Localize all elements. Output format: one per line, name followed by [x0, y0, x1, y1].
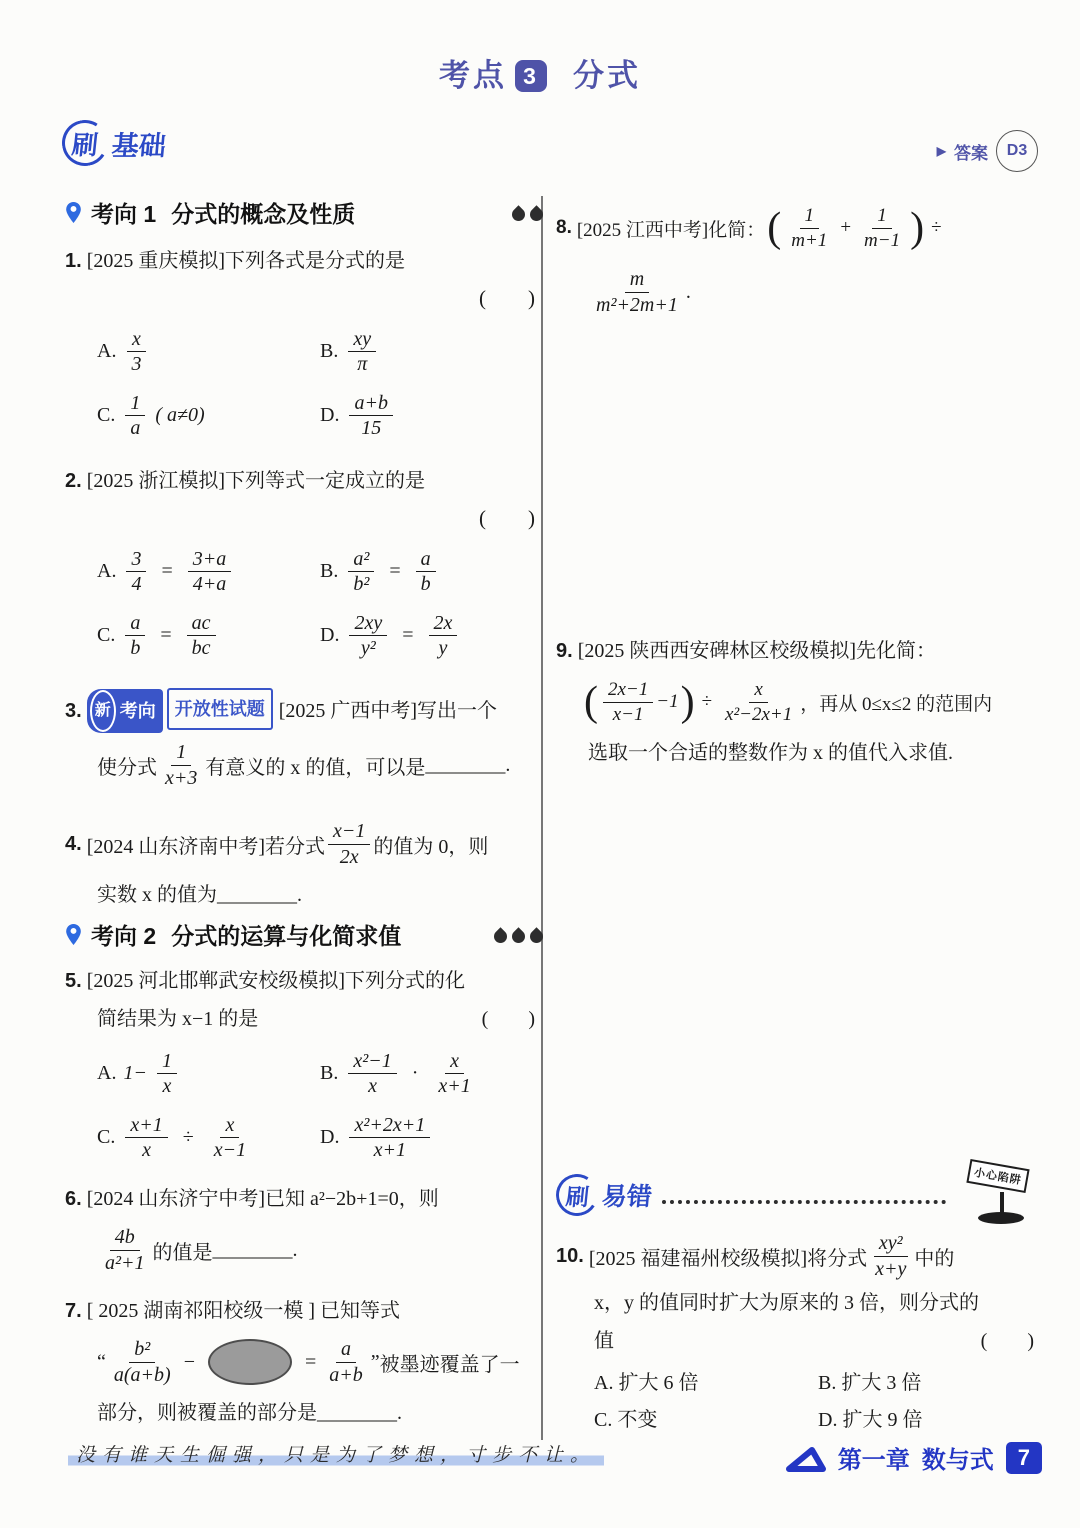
problem-number: 1.	[65, 250, 82, 272]
problem-number: 7.	[65, 1300, 82, 1322]
fraction: $\frac{\text{a²}}{\text{b²}}$	[348, 548, 374, 596]
option-d: D. $\frac{2xy}{\text{y²}}$ = $\frac{2x}{y}$	[320, 612, 543, 660]
fraction: $\frac{x}{x+1}$	[438, 1050, 471, 1098]
fraction: $\frac{\text{xy²}}{x+y}$	[875, 1232, 907, 1280]
answer-parentheses: ( )	[980, 1330, 1034, 1352]
location-pin-icon	[65, 923, 82, 946]
problem-text: [2025 浙江模拟]下列等式一定成立的是	[86, 470, 426, 492]
brush-yicuo-header	[556, 1158, 1042, 1232]
ink-blot	[208, 1339, 292, 1385]
option-c: C. $\frac{a}{b}$ = $\frac{ac}{bc}$	[97, 612, 320, 660]
fraction: $\frac{\text{x²−1}}{x}$	[348, 1050, 396, 1098]
option-a: A. 扩大 6 倍	[594, 1372, 699, 1394]
problem-text: [2024 山东济宁中考]已知 a²−2b+1=0，则	[86, 1188, 439, 1210]
option-a: A. $\frac{x}{3}$	[97, 328, 320, 376]
problem-8: 8. [2025 江西中考]化简： ( $\frac{1}{m+1}$ + $\frac{1}{m-1}$ ) ÷ $\frac{m}{\text{m²+2m+1}}$ .	[556, 205, 942, 316]
brush-basics-label: 基础	[110, 130, 168, 161]
problem-2	[65, 462, 543, 660]
answer-parentheses: ( )	[479, 286, 535, 310]
problem-number: 4.	[65, 832, 82, 855]
option-b: B. $\frac{\text{x²−1}}{x}$ · $\frac{x}{x+1}$	[320, 1050, 543, 1098]
option-b: B. $\frac{\text{a²}}{\text{b²}}$ = $\frac{a}{b}$	[320, 548, 543, 596]
fraction: $\frac{m}{\text{m²+2m+1}}$	[596, 268, 678, 316]
answer-blank: ________.	[217, 884, 302, 906]
chapter-label: 第一章	[837, 1447, 910, 1474]
open-question-badge: 开放性试题	[167, 688, 273, 730]
fraction: $\frac{1}{x+3}$	[165, 741, 198, 789]
difficulty-flames	[512, 205, 543, 221]
problem-number: 2.	[65, 470, 82, 492]
fraction: $\frac{3+a}{4+a}$	[188, 548, 232, 596]
fraction: $\frac{1}{a}$	[125, 392, 145, 440]
kaoxiang2-title: 分式的运算与化简求值	[171, 923, 402, 949]
option-c: C. $\frac{1}{a}$ ( a≠0)	[97, 391, 205, 440]
flame-icon	[509, 205, 527, 223]
problem-number: 5.	[65, 970, 82, 992]
flame-icon	[527, 205, 545, 223]
option-d: D. $\frac{\text{x²+2x+1}}{x+1}$	[320, 1114, 543, 1162]
motivational-quote: 没有谁天生倔强，只是为了梦想，寸步不让。	[68, 1440, 604, 1467]
fraction: $\frac{1}{m-1}$	[864, 205, 901, 251]
problem-number: 3.	[65, 700, 82, 722]
problem-text: [2025 江西中考]化简：	[576, 219, 766, 241]
fraction: $\frac{x+1}{x}$	[125, 1114, 167, 1162]
title-number-badge: 3	[515, 60, 547, 92]
problem-5: 5. [2025 河北邯郸武安校级模拟]下列分式的化 简结果为 x−1 的是 ( ) A. 1− $\frac{1}{x}$ B. $\frac{\text{x²−1}}{x}$ · $\frac{x}{x+1}$ C. $\frac{x+1}{x}$ ÷ $\frac{x}{x-1}$ D. $\frac{\text{x²+2x+1}}{x+1}$	[65, 962, 543, 1162]
option-c: C. $\frac{x+1}{x}$ ÷ $\frac{x}{x-1}$	[97, 1114, 320, 1162]
problem-text: [2025 陕西西安碑林区校级模拟]先化简：	[577, 640, 937, 662]
problem-9: 9. [2025 陕西西安碑林区校级模拟]先化简： ( $\frac{2x-1}{x-1}$ −1 ) ÷ $\frac{x}{\text{x²−2x+1}}$ ，再从 0≤x≤2 的范围内 选取一个合适的整数作为 x 的值代入求值.	[556, 640, 993, 764]
fraction: $\frac{ac}{bc}$	[187, 612, 216, 660]
problem-number: 10.	[556, 1244, 584, 1267]
page-number: 7	[1006, 1442, 1042, 1474]
fraction: $\frac{2x-1}{x-1}$	[603, 679, 653, 725]
problem-1	[65, 242, 543, 440]
trap-warning-sign-icon	[956, 1158, 1042, 1232]
answer-parentheses: ( )	[481, 1008, 535, 1030]
problem-text: [2025 广西中考]写出一个	[278, 700, 498, 722]
fraction: $\frac{a+b}{15}$	[349, 392, 393, 440]
problem-text: [2025 河北邯郸武安校级模拟]下列分式的化	[86, 970, 466, 992]
problem-text: [2025 福建福州校级模拟]将分式	[588, 1247, 868, 1270]
fraction: $\frac{x}{\text{x²−2x+1}}$	[725, 679, 793, 725]
problem-text: [2024 山东济南中考]若分式	[86, 835, 326, 858]
option-a: A. $\frac{3}{4}$ = $\frac{3+a}{4+a}$	[97, 548, 320, 596]
problem-4: 4. [2024 山东济南中考]若分式 $\frac{x-1}{2x}$ 的值为 0，则 实数 x 的值为________.	[65, 820, 489, 906]
page-title	[0, 50, 1080, 95]
fraction: $\frac{1}{m+1}$	[791, 205, 828, 251]
answer-blank: ________.	[212, 1238, 298, 1261]
triangle-ruler-icon	[786, 1444, 826, 1472]
section-kaoxiang2	[65, 918, 543, 951]
page-footer	[786, 1440, 1042, 1475]
problem-number: 6.	[65, 1188, 82, 1210]
answer-parentheses: ( )	[479, 506, 535, 530]
title-prefix: 考点	[439, 58, 507, 93]
yicuo-label: 易错	[600, 1183, 654, 1211]
answer-blank: ________.	[425, 753, 511, 776]
fraction: $\frac{3}{4}$	[126, 548, 146, 596]
fraction: $\frac{a}{a+b}$	[329, 1338, 363, 1386]
option-a: A. 1− $\frac{1}{x}$	[97, 1050, 320, 1098]
option-d: D. $\frac{a+b}{15}$	[320, 392, 543, 440]
fraction: $\frac{4b}{\text{a²+1}}$	[105, 1226, 145, 1274]
fraction: $\frac{\text{x²+2x+1}}{x+1}$	[349, 1114, 430, 1162]
option-b: B. 扩大 3 倍	[818, 1372, 922, 1394]
fraction: $\frac{2xy}{\text{y²}}$	[349, 612, 387, 660]
answer-code-badge: D3	[996, 130, 1038, 172]
problem-7: 7. [ 2025 湖南祁阳校级一模 ] 已知等式 “ $\frac{\text{b²}}{a(a+b)}$ − = $\frac{a}{a+b}$ ” 被墨迹覆盖了一 部分，则被覆盖的部分是________.	[65, 1300, 520, 1424]
fraction: $\frac{a}{b}$	[416, 548, 436, 596]
fraction: $\frac{a}{b}$	[125, 612, 145, 660]
section-label: 数与式	[921, 1447, 994, 1474]
problem-number: 9.	[556, 640, 573, 662]
section-kaoxiang1	[65, 196, 543, 229]
fraction: $\frac{x-1}{2x}$	[328, 820, 370, 868]
fraction: $\frac{x}{x-1}$	[213, 1113, 247, 1162]
difficulty-flames	[494, 927, 543, 943]
dotted-line	[662, 1186, 946, 1204]
flame-icon	[509, 927, 527, 945]
answer-arrow-icon: ▶	[936, 144, 946, 158]
problem-3: 3. 新 考向 开放性试题 [2025 广西中考]写出一个 使分式 $\frac{1}{x+3}$ 有意义的 x 的值，可以是 ________.	[65, 688, 543, 797]
fraction: $\frac{1}{x}$	[157, 1050, 177, 1098]
fraction: $\frac{xy}{\pi}$	[348, 328, 376, 376]
sign-text: 小心陷阱	[966, 1159, 1029, 1193]
fraction: $\frac{\text{b²}}{a(a+b)}$	[113, 1338, 171, 1386]
brush-circle-icon: 刷	[552, 1170, 602, 1220]
flame-icon	[491, 927, 509, 945]
title-topic: 分式	[573, 58, 641, 93]
problem-10: 10. [2025 福建福州校级模拟]将分式 $\frac{\text{xy²}}{x+y}$ 中的 x，y 的值同时扩大为原来的 3 倍，则分式的 值 ( ) A. 扩大 6 倍 B. 扩大 3 倍 C. 不变 D. 扩大 9 倍	[556, 1228, 1042, 1432]
location-pin-icon	[65, 201, 82, 224]
brush-basics-logo	[62, 120, 166, 166]
kaoxiang1-title: 分式的概念及性质	[171, 201, 356, 227]
option-c: C. 不变	[594, 1409, 658, 1431]
fraction: $\frac{x}{3}$	[126, 328, 146, 376]
problem-6: 6. [2024 山东济宁中考]已知 a²−2b+1=0，则 $\frac{4b}{\text{a²+1}}$ 的值是 ________.	[65, 1188, 439, 1274]
brush-circle-icon: 刷	[58, 116, 113, 171]
flame-icon	[527, 927, 545, 945]
new-direction-badge: 新 考向	[87, 689, 163, 733]
option-d: D. 扩大 9 倍	[818, 1409, 923, 1431]
problem-number: 8.	[556, 217, 572, 238]
kaoxiang1-label: 考向 1	[91, 201, 157, 227]
answer-blank: ________.	[317, 1402, 402, 1424]
kaoxiang2-label: 考向 2	[91, 923, 157, 949]
option-b: B. $\frac{xy}{\pi}$	[320, 328, 543, 376]
fraction: $\frac{2x}{y}$	[429, 612, 458, 660]
problem-text: [2025 重庆模拟]下列各式是分式的是	[86, 250, 406, 272]
answer-label: 答案	[954, 143, 988, 163]
answer-reference	[937, 130, 1038, 172]
problem-text: [ 2025 湖南祁阳校级一模 ] 已知等式	[86, 1300, 401, 1322]
